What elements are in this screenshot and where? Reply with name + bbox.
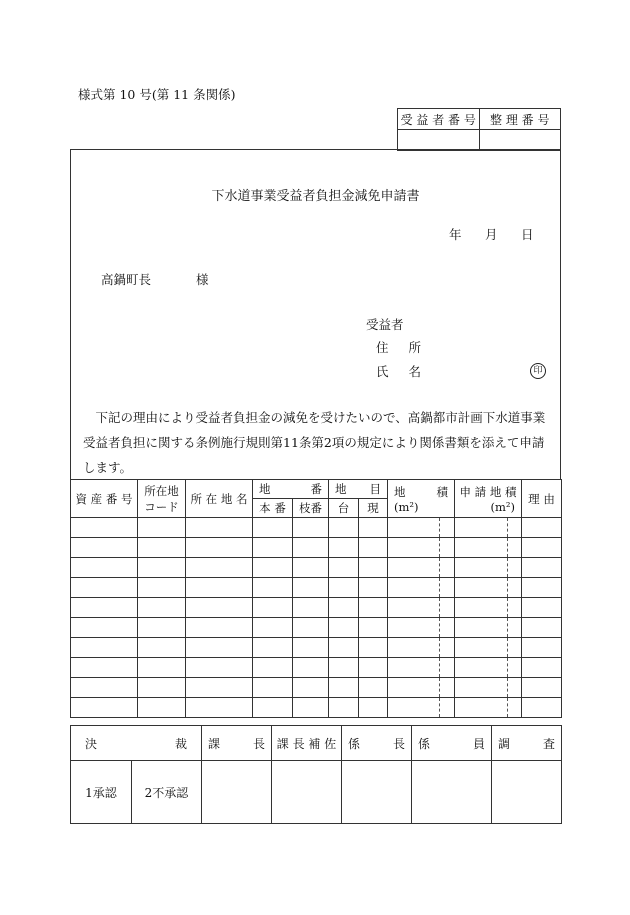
land-category-chi: 地: [335, 482, 347, 496]
table-cell[interactable]: [388, 518, 440, 538]
addressee-name: 高鍋町長: [101, 272, 152, 287]
table-cell[interactable]: [508, 578, 522, 598]
table-cell[interactable]: [359, 678, 388, 698]
table-cell[interactable]: [522, 578, 562, 598]
table-cell[interactable]: [455, 578, 508, 598]
seal-mark: 印: [530, 363, 546, 379]
application-section: [70, 149, 561, 479]
table-cell[interactable]: [508, 618, 522, 638]
table-cell[interactable]: [293, 698, 329, 718]
table-row: [71, 538, 562, 558]
inspection-seal-cell[interactable]: [492, 761, 562, 824]
table-cell[interactable]: [359, 598, 388, 618]
decision-header: [71, 726, 202, 761]
table-row: [71, 518, 562, 538]
table-cell[interactable]: [186, 678, 253, 698]
table-cell[interactable]: [388, 598, 440, 618]
table-cell[interactable]: [359, 698, 388, 718]
inspection-header: [492, 726, 562, 761]
applied-area-header: [455, 480, 522, 518]
table-cell[interactable]: [253, 618, 293, 638]
reference-number-field[interactable]: [479, 130, 561, 151]
table-cell[interactable]: [508, 658, 522, 678]
table-cell[interactable]: [455, 598, 508, 618]
location-code-line2: コード: [144, 499, 179, 514]
date-day-label: 日: [521, 227, 534, 242]
table-cell[interactable]: [186, 578, 253, 598]
table-cell[interactable]: [388, 578, 440, 598]
table-cell[interactable]: [440, 618, 455, 638]
table-cell[interactable]: [440, 558, 455, 578]
table-row: [71, 698, 562, 718]
table-cell[interactable]: [186, 518, 253, 538]
table-cell[interactable]: [359, 518, 388, 538]
table-cell[interactable]: [440, 578, 455, 598]
table-cell[interactable]: [293, 558, 329, 578]
table-cell[interactable]: [138, 658, 186, 678]
table-cell[interactable]: [293, 538, 329, 558]
table-cell[interactable]: [508, 638, 522, 658]
land-area-seki: 積: [436, 484, 448, 499]
table-cell[interactable]: [138, 598, 186, 618]
table-cell[interactable]: [455, 698, 508, 718]
number-table: [397, 108, 561, 151]
table-cell[interactable]: [186, 598, 253, 618]
date-month-label: 月: [485, 227, 498, 242]
table-cell[interactable]: [253, 518, 293, 538]
table-cell[interactable]: [329, 558, 359, 578]
table-cell[interactable]: [253, 658, 293, 678]
table-cell[interactable]: [71, 698, 138, 718]
section-chief-seal-cell[interactable]: [202, 761, 272, 824]
table-cell[interactable]: [508, 538, 522, 558]
table-cell[interactable]: [329, 618, 359, 638]
table-cell[interactable]: [359, 658, 388, 678]
table-cell[interactable]: [293, 578, 329, 598]
table-cell[interactable]: [508, 518, 522, 538]
assistant-chief-seal-cell[interactable]: [272, 761, 342, 824]
reason-header: 理 由: [522, 480, 562, 518]
table-cell[interactable]: [253, 698, 293, 718]
table-cell[interactable]: [522, 678, 562, 698]
table-cell[interactable]: [293, 658, 329, 678]
table-cell[interactable]: [138, 618, 186, 638]
land-area-chi: 地: [394, 484, 406, 499]
table-cell[interactable]: [455, 618, 508, 638]
table-cell[interactable]: [522, 558, 562, 578]
table-cell[interactable]: [455, 558, 508, 578]
decision-header-1: 決: [85, 736, 98, 751]
table-row: [71, 658, 562, 678]
table-cell[interactable]: [455, 658, 508, 678]
land-category-header: [329, 480, 388, 499]
beneficiary-number-field[interactable]: [398, 130, 480, 151]
location-code-line1: 所在地: [144, 483, 179, 498]
table-cell[interactable]: [388, 698, 440, 718]
table-cell[interactable]: [71, 518, 138, 538]
table-cell[interactable]: [329, 518, 359, 538]
table-cell[interactable]: [71, 658, 138, 678]
table-cell[interactable]: [522, 658, 562, 678]
table-row: [71, 558, 562, 578]
table-cell[interactable]: [329, 678, 359, 698]
table-cell[interactable]: [508, 558, 522, 578]
approve-option[interactable]: 1承認: [71, 761, 132, 824]
table-cell[interactable]: [138, 678, 186, 698]
table-cell[interactable]: [440, 538, 455, 558]
table-cell[interactable]: [186, 538, 253, 558]
table-cell[interactable]: [440, 598, 455, 618]
table-cell[interactable]: [329, 598, 359, 618]
applied-area-label: 申 請 地 積: [459, 484, 517, 499]
table-cell[interactable]: [440, 678, 455, 698]
table-cell[interactable]: [71, 638, 138, 658]
table-cell[interactable]: [186, 638, 253, 658]
table-cell[interactable]: [253, 578, 293, 598]
table-cell[interactable]: [138, 638, 186, 658]
table-cell[interactable]: [359, 578, 388, 598]
table-cell[interactable]: [388, 558, 440, 578]
document-title: 下水道事業受益者負担金減免申請書: [211, 189, 420, 204]
applicant-name-label: 氏 名: [376, 364, 429, 379]
table-cell[interactable]: [359, 538, 388, 558]
applicant-heading: 受益者: [366, 317, 404, 332]
section-chief-1: 課: [208, 736, 221, 751]
unit-chief-2: 長: [392, 736, 405, 751]
table-cell[interactable]: [329, 638, 359, 658]
table-cell[interactable]: [253, 678, 293, 698]
table-cell[interactable]: [253, 558, 293, 578]
lot-main-header: 本 番: [253, 499, 293, 518]
table-row: [71, 598, 562, 618]
section-chief-header: [202, 726, 272, 761]
table-cell[interactable]: [293, 618, 329, 638]
table-cell[interactable]: [522, 638, 562, 658]
table-cell[interactable]: [522, 698, 562, 718]
table-cell[interactable]: [359, 558, 388, 578]
table-cell[interactable]: [253, 638, 293, 658]
table-row: [71, 618, 562, 638]
table-cell[interactable]: [359, 638, 388, 658]
table-cell[interactable]: [508, 598, 522, 618]
asset-number-header: 資 産 番 号: [71, 480, 138, 518]
table-cell[interactable]: [186, 658, 253, 678]
addressee-honorific: 様: [196, 272, 209, 287]
unit-chief-1: 係: [348, 736, 361, 751]
table-cell[interactable]: [71, 538, 138, 558]
table-cell[interactable]: [455, 638, 508, 658]
table-row: [71, 638, 562, 658]
table-cell[interactable]: [522, 518, 562, 538]
table-cell[interactable]: [440, 518, 455, 538]
table-cell[interactable]: [329, 658, 359, 678]
table-cell[interactable]: [293, 638, 329, 658]
staff-1: 係: [418, 736, 431, 751]
table-cell[interactable]: [293, 518, 329, 538]
table-cell[interactable]: [359, 618, 388, 638]
staff-2: 員: [472, 736, 485, 751]
table-cell[interactable]: [440, 658, 455, 678]
decision-table: [70, 725, 562, 824]
table-cell[interactable]: [455, 538, 508, 558]
lot-branch-header: 枝番: [293, 499, 329, 518]
table-cell[interactable]: [186, 618, 253, 638]
table-cell[interactable]: [329, 698, 359, 718]
location-code-header: [138, 480, 186, 518]
table-cell[interactable]: [522, 618, 562, 638]
table-cell[interactable]: [138, 698, 186, 718]
table-cell[interactable]: [71, 578, 138, 598]
disapprove-option[interactable]: 2不承認: [132, 761, 202, 824]
applicant-address-label: 住 所: [376, 340, 429, 355]
table-cell[interactable]: [71, 618, 138, 638]
date-year-label: 年: [449, 227, 462, 242]
land-table: [70, 479, 562, 718]
table-cell[interactable]: [186, 698, 253, 718]
table-cell[interactable]: [455, 678, 508, 698]
table-cell[interactable]: [138, 538, 186, 558]
table-cell[interactable]: [71, 558, 138, 578]
table-cell[interactable]: [329, 578, 359, 598]
table-cell[interactable]: [522, 538, 562, 558]
table-cell[interactable]: [388, 618, 440, 638]
land-area-header: [388, 480, 455, 518]
section-chief-2: 長: [252, 736, 265, 751]
lot-number-header: [253, 480, 329, 499]
table-cell[interactable]: [138, 578, 186, 598]
table-cell[interactable]: [71, 598, 138, 618]
assistant-chief-header: 課 長 補 佐: [272, 726, 342, 761]
table-row: [71, 678, 562, 698]
table-cell[interactable]: [455, 518, 508, 538]
beneficiary-number-label: 受 益 者 番 号: [398, 109, 480, 130]
table-cell[interactable]: [508, 678, 522, 698]
table-cell[interactable]: [71, 678, 138, 698]
inspection-1: 調: [498, 736, 511, 751]
table-cell[interactable]: [186, 558, 253, 578]
table-cell[interactable]: [508, 698, 522, 718]
statement-text: 下記の理由により受益者負担金の減免を受けたいので、高鍋都市計画下水道事業受益者負担に関する条例施行規則第11条第2項の規定により関係書類を添えて申請します。: [83, 410, 546, 475]
land-area-unit: (m²): [394, 499, 419, 514]
unit-chief-header: [342, 726, 412, 761]
applied-area-unit: (m²): [490, 499, 515, 514]
table-cell[interactable]: [440, 638, 455, 658]
table-row: [71, 578, 562, 598]
table-cell[interactable]: [138, 558, 186, 578]
table-cell[interactable]: [388, 538, 440, 558]
table-cell[interactable]: [293, 678, 329, 698]
table-cell[interactable]: [522, 598, 562, 618]
category-ledger-header: 台: [329, 499, 359, 518]
table-cell[interactable]: [253, 598, 293, 618]
land-rows: [71, 518, 562, 718]
lot-number-chi: 地: [259, 482, 271, 496]
table-cell[interactable]: [388, 638, 440, 658]
lot-number-ban: 番: [310, 482, 322, 496]
land-category-moku: 目: [369, 482, 381, 496]
table-cell[interactable]: [440, 698, 455, 718]
staff-header: [412, 726, 492, 761]
table-cell[interactable]: [388, 678, 440, 698]
reference-number-label: 整 理 番 号: [479, 109, 561, 130]
location-name-header: 所 在 地 名: [186, 480, 253, 518]
table-cell[interactable]: [138, 518, 186, 538]
staff-seal-cell[interactable]: [412, 761, 492, 824]
decision-header-2: 裁: [174, 736, 187, 751]
inspection-2: 査: [542, 736, 555, 751]
unit-chief-seal-cell[interactable]: [342, 761, 412, 824]
table-cell[interactable]: [388, 658, 440, 678]
date-line[interactable]: [449, 225, 534, 243]
table-cell[interactable]: [329, 538, 359, 558]
category-actual-header: 現: [359, 499, 388, 518]
table-cell[interactable]: [253, 538, 293, 558]
form-number: 様式第 10 号(第 11 条関係): [78, 87, 236, 102]
table-cell[interactable]: [293, 598, 329, 618]
